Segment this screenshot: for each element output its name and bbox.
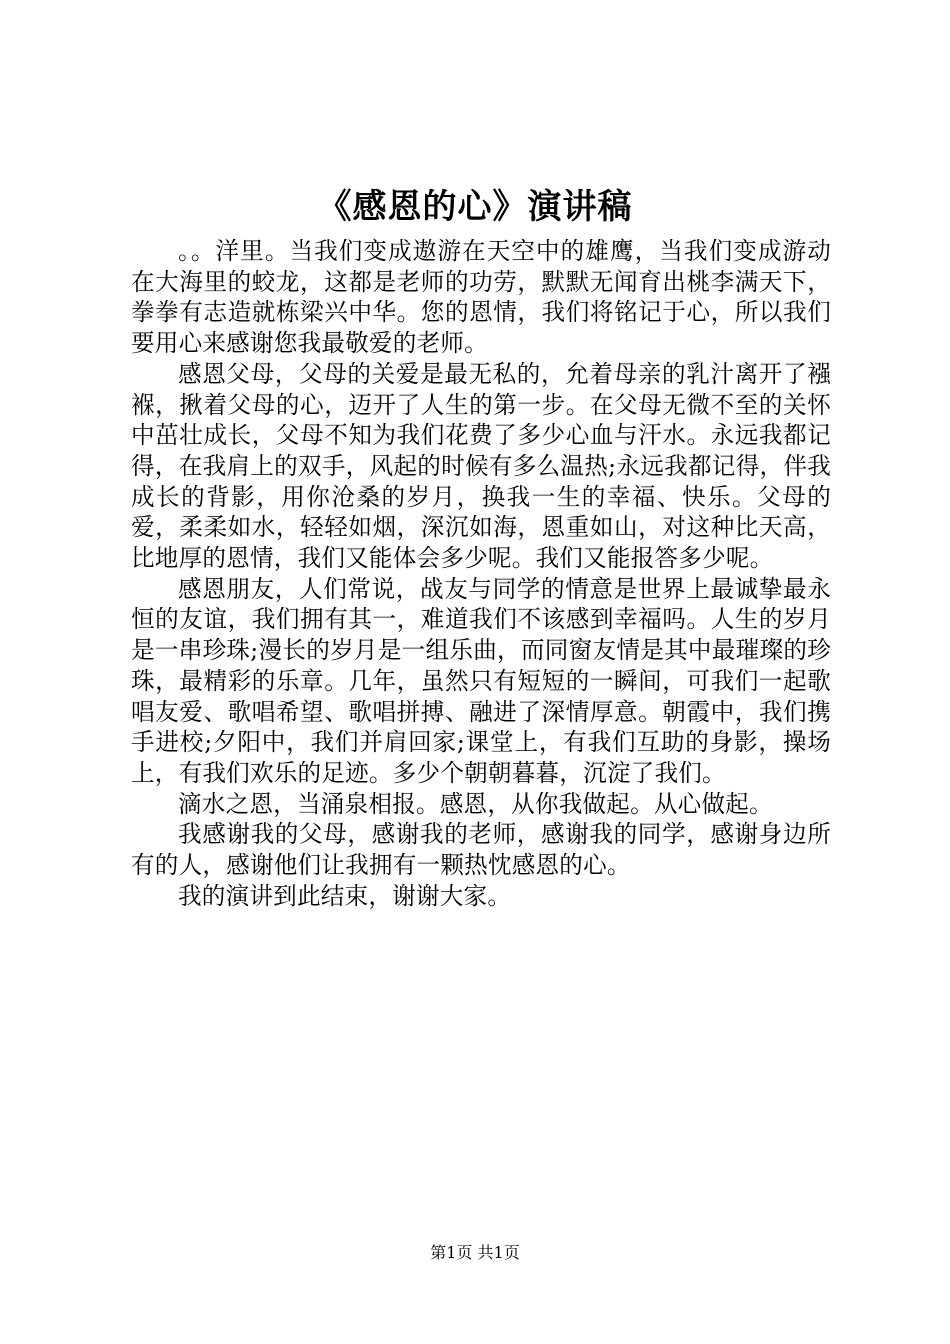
paragraph-teachers: 。。洋里。当我们变成遨游在天空中的雄鹰，当我们变成游动在大海里的蛟龙，这都是老师的功劳，默默无闻育出桃李满天下，拳拳有志造就栋梁兴中华。您的恩情，我们将铭记于心，所以我们要用心来感谢您我最敬爱的老师。 bbox=[131, 237, 831, 358]
paragraph-closing: 我的演讲到此结束，谢谢大家。 bbox=[178, 881, 512, 910]
paragraph-parents: 感恩父母，父母的关爱是最无私的，允着母亲的乳汁离开了襁褓，揪着父母的心，迈开了人生的第一步。在父母无微不至的关怀中茁壮成长，父母不知为我们花费了多少心血与汗水。永远我都记得，在我肩上的双手，风起的时候有多么温热;永远我都记得，伴我成长的背影，用你沧桑的岁月，换我一生的幸福、快乐。父母的爱，柔柔如水，轻轻如烟，深沉如海，恩重如山，对这种比天高，比地厚的恩情，我们又能体会多少呢。我们又能报答多少呢。 bbox=[131, 359, 831, 573]
paragraph-gratitude: 滴水之恩，当涌泉相报。感恩，从你我做起。从心做起。 bbox=[178, 789, 773, 818]
document-title: 《感恩的心》演讲稿 bbox=[317, 187, 633, 227]
paragraph-friends: 感恩朋友，人们常说，战友与同学的情意是世界上最诚挚最永恒的友谊，我们拥有其一，难道我们不该感到幸福吗。人生的岁月是一串珍珠;漫长的岁月是一组乐曲，而同窗友情是其中最璀璨的珍珠，最精彩的乐章。几年，虽然只有短短的一瞬间，可我们一起歌唱友爱、歌唱希望、歌唱拼搏、融进了深情厚意。朝霞中，我们携手进校;夕阳中，我们并肩回家;课堂上，有我们互助的身影，操场上，有我们欢乐的足迹。多少个朝朝暮暮，沉淀了我们。 bbox=[131, 574, 831, 787]
paragraph-thanks: 我感谢我的父母，感谢我的老师，感谢我的同学，感谢身边所有的人，感谢他们让我拥有一颗热忱感恩的心。 bbox=[131, 820, 831, 880]
page-footer: 第1页 共1页 bbox=[430, 1243, 520, 1262]
document-body bbox=[131, 236, 831, 911]
